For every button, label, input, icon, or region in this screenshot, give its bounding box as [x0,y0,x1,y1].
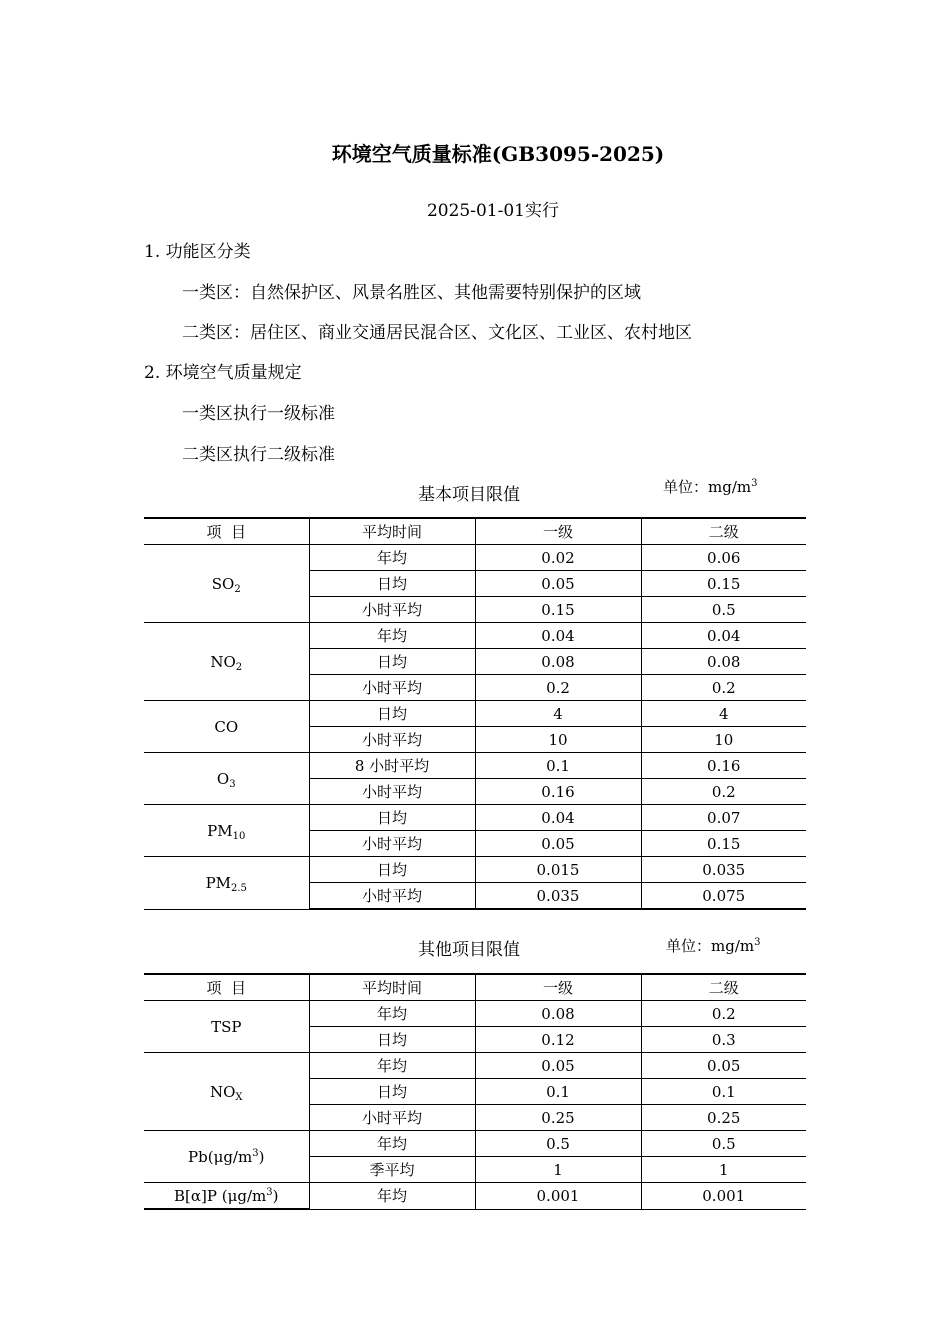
header-grade-1: 一级 [475,518,641,545]
grade-1-limit-cell: 0.1 [475,1079,641,1105]
grade-1-limit-cell: 0.001 [475,1183,641,1210]
grade-1-limit-cell: 0.035 [475,883,641,910]
averaging-time-cell: 日均 [309,805,475,831]
header-row [144,518,806,545]
averaging-time-cell: 年均 [309,1053,475,1079]
pollutant-name: $SO_2$ [144,545,309,623]
header-grade-2: 二级 [641,974,806,1001]
grade-2-limit-cell: 0.07 [641,805,806,831]
table-row [144,701,806,727]
grade-1-limit-cell: 1 [475,1157,641,1183]
table-row [144,1053,806,1079]
averaging-time-cell: 日均 [309,857,475,883]
grade-2-limit-cell: 1 [641,1157,806,1183]
grade-2-limit-cell: 0.2 [641,1001,806,1027]
grade-2-limit-cell: 0.1 [641,1079,806,1105]
header-grade-1: 一级 [475,974,641,1001]
pollutant-name: $PM_{10}$ [144,805,309,857]
averaging-time-cell: 日均 [309,649,475,675]
grade-1-limit-cell: 0.015 [475,857,641,883]
pollutant-name: B[α]P $(\mu g/m^3)$ [144,1183,309,1210]
grade-1-limit-cell: 0.04 [475,623,641,649]
grade-1-limit-cell: 0.02 [475,545,641,571]
grade-2-limit-cell: 0.035 [641,857,806,883]
grade-1-limit-cell: 0.12 [475,1027,641,1053]
basic-limits-table [144,517,806,910]
grade-1-limit-cell: 0.04 [475,805,641,831]
averaging-time-cell: 小时平均 [309,597,475,623]
grade-1-limit-cell: 0.5 [475,1131,641,1157]
averaging-time-cell: 日均 [309,571,475,597]
averaging-time-cell: 年均 [309,1001,475,1027]
grade-2-limit-cell: 0.001 [641,1183,806,1210]
grade-2-limit-cell: 0.15 [641,831,806,857]
table-2-unit: 单位：$mg/m^3$ [666,937,761,955]
pollutant-name: $NO_2$ [144,623,309,701]
averaging-time-cell: 小时平均 [309,675,475,701]
averaging-time-cell: 日均 [309,1027,475,1053]
grade-1-limit-cell: 0.2 [475,675,641,701]
zone-class-2-definition: 二类区：居住区、商业交通居民混合区、文化区、工业区、农村地区 [182,323,692,343]
pollutant-name: $O_3$ [144,753,309,805]
grade-2-limit-cell: 0.15 [641,571,806,597]
grade-2-limit-cell: 0.05 [641,1053,806,1079]
grade-1-limit-cell: 0.08 [475,649,641,675]
grade-1-limit-cell: 10 [475,727,641,753]
grade-2-limit-cell: 0.075 [641,883,806,910]
averaging-time-cell: 年均 [309,1131,475,1157]
header-averaging-time: 平均时间 [309,518,475,545]
header-item: 项 目 [144,974,309,1001]
averaging-time-cell: 年均 [309,545,475,571]
grade-1-limit-cell: 0.16 [475,779,641,805]
averaging-time-cell: 小时平均 [309,831,475,857]
table-1-unit: 单位：$mg/m^3$ [663,478,758,496]
table-row [144,857,806,883]
grade-2-limit-cell: 10 [641,727,806,753]
grade-2-limit-cell: 0.5 [641,1131,806,1157]
table-1-caption: 基本项目限值 [418,485,520,505]
grade-2-limit-cell: 0.08 [641,649,806,675]
document-title: 环境空气质量标准(GB3095-2025) [331,142,665,166]
grade-1-limit-cell: 0.05 [475,571,641,597]
grade-1-limit-cell: 4 [475,701,641,727]
header-row [144,974,806,1001]
averaging-time-cell: 日均 [309,1079,475,1105]
pollutant-name: CO [144,701,309,753]
grade-2-limit-cell: 0.5 [641,597,806,623]
grade-1-limit-cell: 0.05 [475,1053,641,1079]
grade-2-limit-cell: 0.06 [641,545,806,571]
pollutant-name: $NO_X$ [144,1053,309,1131]
table-row [144,545,806,571]
table-row [144,1183,806,1210]
averaging-time-cell: 季平均 [309,1157,475,1183]
grade-1-limit-cell: 0.25 [475,1105,641,1131]
grade-1-limit-cell: 0.08 [475,1001,641,1027]
header-grade-2: 二级 [641,518,806,545]
grade-2-limit-cell: 0.2 [641,675,806,701]
grade-2-limit-cell: 0.2 [641,779,806,805]
table-row [144,1001,806,1027]
averaging-time-cell: 小时平均 [309,727,475,753]
grade-1-limit-cell: 0.05 [475,831,641,857]
section-2-heading: 2. 环境空气质量规定 [144,363,302,383]
averaging-time-cell: 小时平均 [309,1105,475,1131]
effective-date: 2025-01-01实行 [426,201,559,221]
averaging-time-cell: 小时平均 [309,883,475,910]
averaging-time-cell: 日均 [309,701,475,727]
section-1-heading: 1. 功能区分类 [144,242,251,262]
header-averaging-time: 平均时间 [309,974,475,1001]
averaging-time-cell: 8 小时平均 [309,753,475,779]
pollutant-name: TSP [144,1001,309,1053]
zone-class-1-definition: 一类区：自然保护区、风景名胜区、其他需要特别保护的区域 [182,283,641,303]
zone-class-1-rule: 一类区执行一级标准 [182,404,335,424]
grade-2-limit-cell: 0.16 [641,753,806,779]
table-row [144,753,806,779]
other-limits-table [144,973,806,1210]
grade-2-limit-cell: 0.3 [641,1027,806,1053]
grade-2-limit-cell: 4 [641,701,806,727]
table-row [144,623,806,649]
table-row [144,1131,806,1157]
grade-2-limit-cell: 0.04 [641,623,806,649]
averaging-time-cell: 小时平均 [309,779,475,805]
pollutant-name: $PM_{2.5}$ [144,857,309,910]
pollutant-name: $Pb(\mu g/m^3)$ [144,1131,309,1183]
table-row [144,805,806,831]
grade-1-limit-cell: 0.1 [475,753,641,779]
table-2-caption: 其他项目限值 [418,940,520,960]
averaging-time-cell: 年均 [309,623,475,649]
grade-2-limit-cell: 0.25 [641,1105,806,1131]
grade-1-limit-cell: 0.15 [475,597,641,623]
zone-class-2-rule: 二类区执行二级标准 [182,445,335,465]
averaging-time-cell: 年均 [309,1183,475,1210]
header-item: 项 目 [144,518,309,545]
